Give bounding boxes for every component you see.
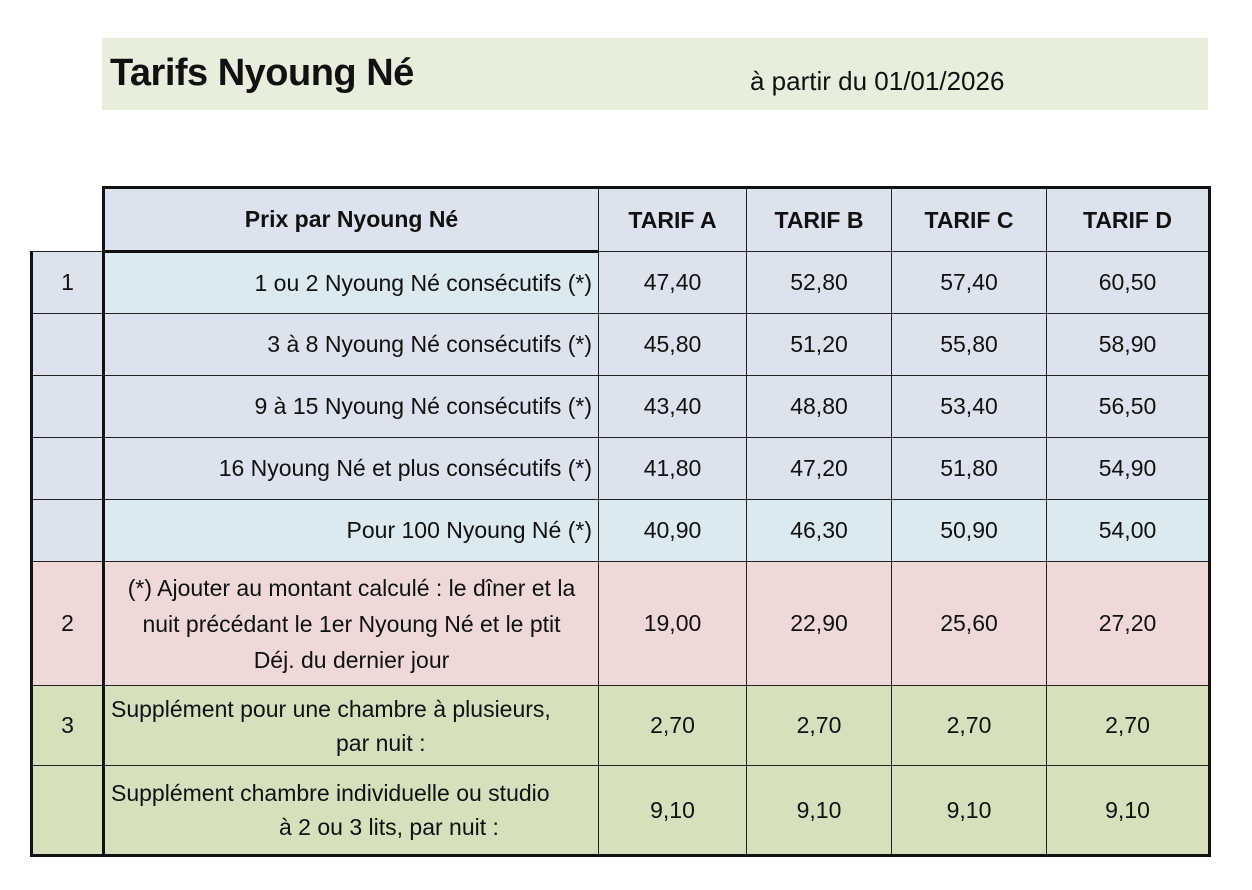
- price-cell: 54,00: [1047, 500, 1210, 562]
- price-cell: 43,40: [599, 376, 747, 438]
- price-cell: 57,40: [892, 252, 1047, 314]
- table-row: [32, 252, 1210, 314]
- label-column-header: Prix par Nyoung Né: [104, 188, 599, 252]
- price-cell: 2,70: [599, 686, 747, 766]
- section-number-empty: [32, 500, 104, 562]
- tarif-c-header: TARIF C: [892, 188, 1047, 252]
- label-line: par nuit :: [336, 729, 426, 756]
- label-line: Supplément chambre individuelle ou studio: [111, 780, 550, 806]
- price-cell: 22,90: [747, 562, 892, 686]
- row-label: 16 Nyoung Né et plus consécutifs (*): [104, 438, 599, 500]
- price-cell: 52,80: [747, 252, 892, 314]
- note-line: (*) Ajouter au montant calculé : le dîner et la: [127, 574, 576, 601]
- label-line: à 2 ou 3 lits, par nuit :: [279, 814, 499, 840]
- label-line: Supplément pour une chambre à plusieurs,: [111, 695, 551, 722]
- price-cell: 41,80: [599, 438, 747, 500]
- row-label: [104, 562, 599, 686]
- price-cell: 45,80: [599, 314, 747, 376]
- section-number-empty: [32, 314, 104, 376]
- price-cell: 9,10: [747, 766, 892, 856]
- row-label: 9 à 15 Nyoung Né consécutifs (*): [104, 376, 599, 438]
- price-cell: 9,10: [892, 766, 1047, 856]
- price-cell: 19,00: [599, 562, 747, 686]
- section-number-empty: [32, 376, 104, 438]
- price-cell: 60,50: [1047, 252, 1210, 314]
- row-label: [104, 766, 599, 856]
- table-row: [32, 438, 1210, 500]
- row-label: 3 à 8 Nyoung Né consécutifs (*): [104, 314, 599, 376]
- tariff-table: [30, 186, 1211, 857]
- section-number-empty: [32, 438, 104, 500]
- effective-date: à partir du 01/01/2026: [750, 66, 1005, 96]
- price-cell: 27,20: [1047, 562, 1210, 686]
- price-cell: 54,90: [1047, 438, 1210, 500]
- section-number: 2: [32, 562, 104, 686]
- page-title: Tarifs Nyoung Né: [110, 52, 414, 94]
- price-cell: 51,80: [892, 438, 1047, 500]
- tarif-d-header: TARIF D: [1047, 188, 1210, 252]
- note-line: Déj. du dernier jour: [253, 646, 450, 673]
- price-cell: 55,80: [892, 314, 1047, 376]
- table-row: [32, 314, 1210, 376]
- table-row: [32, 562, 1210, 686]
- price-cell: 9,10: [1047, 766, 1210, 856]
- price-cell: 56,50: [1047, 376, 1210, 438]
- price-cell: 9,10: [599, 766, 747, 856]
- price-cell: 47,20: [747, 438, 892, 500]
- price-cell: 58,90: [1047, 314, 1210, 376]
- table-header-row: [32, 188, 1210, 252]
- price-cell: 50,90: [892, 500, 1047, 562]
- tarif-b-header: TARIF B: [747, 188, 892, 252]
- price-cell: 25,60: [892, 562, 1047, 686]
- tarif-a-header: TARIF A: [599, 188, 747, 252]
- note-line: nuit précédant le 1er Nyoung Né et le ptit: [142, 610, 561, 637]
- price-cell: 2,70: [747, 686, 892, 766]
- row-label: Pour 100 Nyoung Né (*): [104, 500, 599, 562]
- table-row: [32, 686, 1210, 766]
- price-cell: 51,20: [747, 314, 892, 376]
- row-label: 1 ou 2 Nyoung Né consécutifs (*): [104, 252, 599, 314]
- section-number: 1: [32, 252, 104, 314]
- price-cell: 2,70: [1047, 686, 1210, 766]
- table-row: [32, 500, 1210, 562]
- price-cell: 47,40: [599, 252, 747, 314]
- corner-cell: [32, 188, 104, 252]
- table-row: [32, 766, 1210, 856]
- price-cell: 2,70: [892, 686, 1047, 766]
- price-cell: 40,90: [599, 500, 747, 562]
- section-number: 3: [32, 686, 104, 766]
- price-cell: 48,80: [747, 376, 892, 438]
- table-row: [32, 376, 1210, 438]
- price-cell: 46,30: [747, 500, 892, 562]
- price-cell: 53,40: [892, 376, 1047, 438]
- section-number-empty: [32, 766, 104, 856]
- row-label: [104, 686, 599, 766]
